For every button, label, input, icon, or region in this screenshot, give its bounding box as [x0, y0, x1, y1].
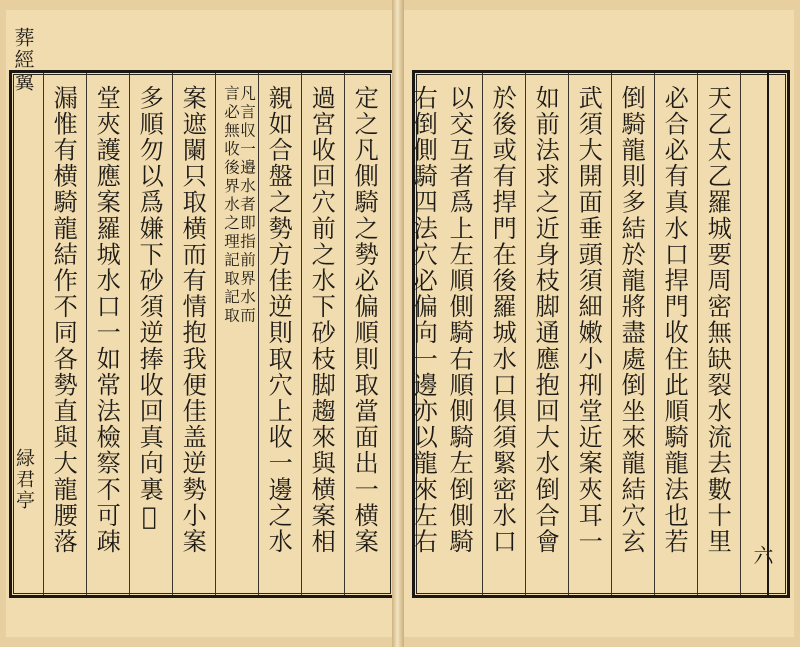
- column-rule: [43, 73, 44, 595]
- text-column: 於後或有捍門在後羅城水口俱須緊密水口: [488, 85, 517, 555]
- annotation-line: 言必無收後界水之理記取記取: [222, 85, 240, 326]
- text-column: 堂夾護應案羅城水口一如常法檢察不可疎: [92, 85, 121, 555]
- text-column: 右倒側騎四法穴必偏向一邊亦以龍來左右: [409, 85, 438, 555]
- column-rule: [654, 73, 655, 595]
- text-column: 案遮闌只取横而有情抱我便佳盖逆勢小案: [178, 85, 207, 555]
- text-column: 如前法求之近身枝脚通應抱回大水倒合會: [531, 85, 560, 555]
- publisher-mark: 緑君亭: [13, 448, 35, 511]
- column-rule: [86, 73, 87, 595]
- text-column: 天乙太乙羅城要周密無缺裂水流去數十里: [703, 85, 732, 555]
- text-column: 漏惟有横騎龍結作不同各勢直與大龍腰落: [49, 85, 78, 555]
- left-page: [6, 10, 392, 637]
- book-title: 葬經翼: [11, 27, 35, 93]
- right-text-frame: [409, 70, 790, 598]
- text-column: 定之凡側騎之勢必偏順則取當面出一横案: [350, 85, 379, 555]
- column-rule: [215, 73, 216, 595]
- column-rule: [568, 73, 569, 595]
- page-number: 六: [750, 545, 774, 565]
- text-column: 親如合盤之勢方佳逆則取穴上收一邊之水: [264, 85, 293, 555]
- folio-rule: [767, 73, 769, 595]
- text-column: 倒騎龍則多結於龍將盡處倒坐來龍結穴玄: [617, 85, 646, 555]
- text-column: 武須大開面垂頭須細嫩小𠛬堂近案夾耳一: [574, 85, 603, 555]
- column-rule: [697, 73, 698, 595]
- column-rule: [611, 73, 612, 595]
- column-rule: [482, 73, 483, 595]
- column-rule: [301, 73, 302, 595]
- text-column: 多順勿以爲嫌下砂須逆捧收回真向裏𪿙: [135, 85, 164, 533]
- text-column: 以交互者爲上左順側騎右順側騎左倒側騎: [445, 85, 474, 555]
- right-page: [404, 10, 794, 637]
- text-column: 必合必有真水口捍門收住此順騎龍法也若: [660, 85, 689, 555]
- column-rule: [740, 73, 741, 595]
- column-rule: [258, 73, 259, 595]
- column-rule: [172, 73, 173, 595]
- column-rule: [344, 73, 345, 595]
- annotation-line: 凡言収一邉水者即指前界水而: [238, 85, 256, 326]
- column-rule: [129, 73, 130, 595]
- book-gutter: [392, 0, 404, 647]
- left-text-frame: [9, 70, 395, 598]
- column-rule: [525, 73, 526, 595]
- text-column: 過宮收回穴前之水下砂枝脚趨來與横案相: [307, 85, 336, 555]
